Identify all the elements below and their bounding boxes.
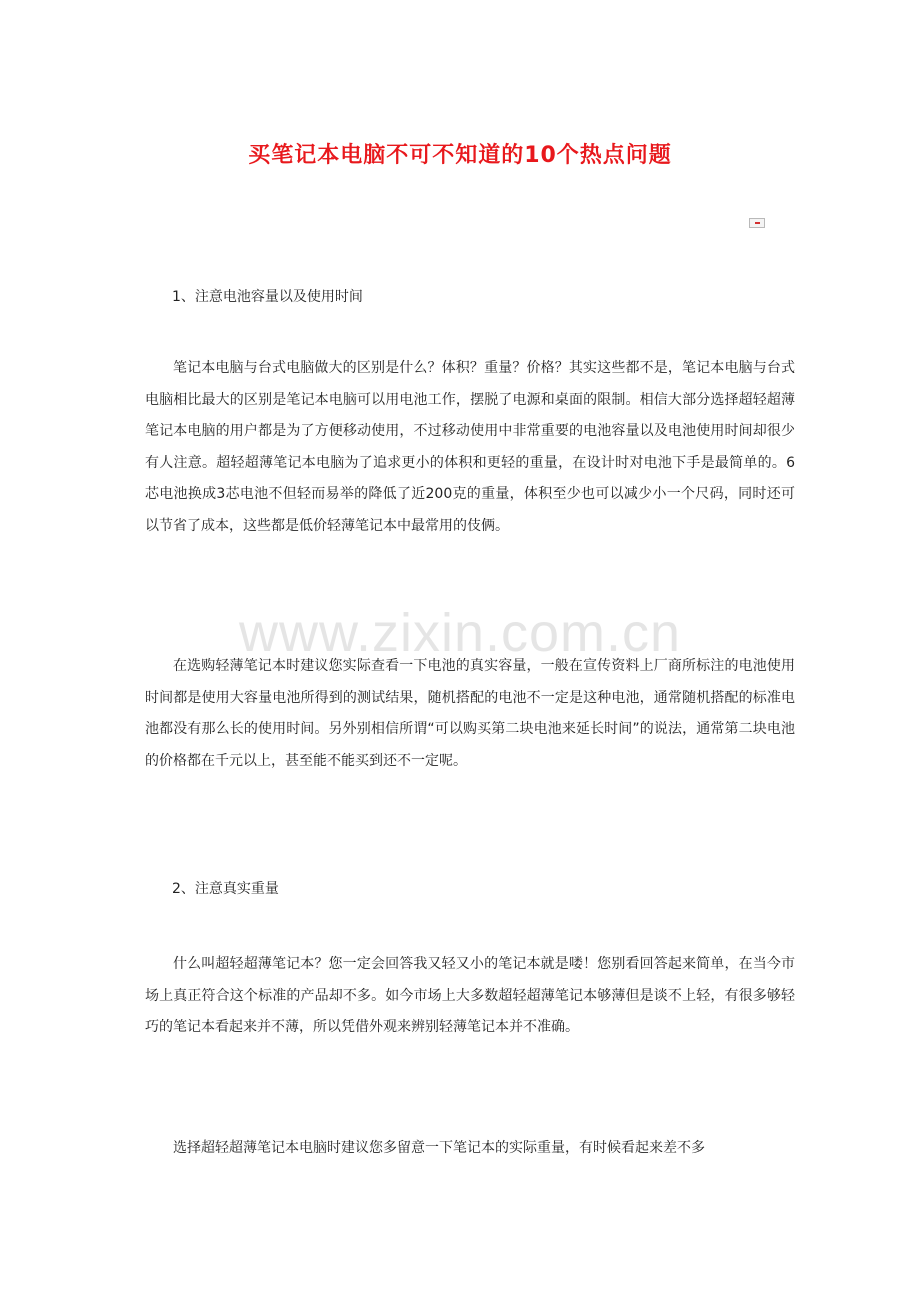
section-2-paragraph-1: 什么叫超轻超薄笔记本？您一定会回答我又轻又小的笔记本就是喽！您别看回答起来简单，在当今市场上真正符合这个标准的产品却不多。如今市场上大多数超轻超薄笔记本够薄但是谈不上轻，有很多够轻巧的笔记本看起来并不薄，所以凭借外观来辨别轻薄笔记本并不准确。: [145, 956, 795, 1036]
section-1-paragraph-2: 在选购轻薄笔记本时建议您实际查看一下电池的真实容量，一般在宣传资料上厂商所标注的电池使用时间都是使用大容量电池所得到的测试结果，随机搭配的电池不一定是这种电池，通常随机搭配的标准电池都没有那么长的使用时间。另外别相信所谓“可以购买第二块电池来延长时间”的说法，通常第二块电池的价格都在千元以上，甚至能不能买到还不一定呢。: [145, 658, 795, 769]
broken-image-mark: [755, 222, 760, 224]
broken-image-icon: [749, 218, 765, 228]
document-title: 买笔记本电脑不可不知道的10个热点问题: [248, 143, 672, 168]
watermark: www.zixin.com.cn: [238, 603, 682, 663]
section-2-paragraph-2: 选择超轻超薄笔记本电脑时建议您多留意一下笔记本的实际重量，有时候看起来差不多: [173, 1140, 705, 1156]
section-heading-1: 1、注意电池容量以及使用时间: [172, 289, 363, 305]
section-1-paragraph-1: 笔记本电脑与台式电脑做大的区别是什么？体积？重量？价格？其实这些都不是，笔记本电脑与台式电脑相比最大的区别是笔记本电脑可以用电池工作，摆脱了电源和桌面的限制。相信大部分选择超轻超薄笔记本电脑的用户都是为了方便移动使用，不过移动使用中非常重要的电池容量以及电池使用时间却很少有人注意。超轻超薄笔记本电脑为了追求更小的体积和更轻的重量，在设计时对电池下手是最简单的。6芯电池换成3芯电池不但轻而易举的降低了近200克的重量，体积至少也可以减少小一个尺码，同时还可以节省了成本，这些都是低价轻薄笔记本中最常用的伎俩。: [145, 360, 795, 534]
section-heading-2: 2、注意真实重量: [172, 881, 279, 897]
